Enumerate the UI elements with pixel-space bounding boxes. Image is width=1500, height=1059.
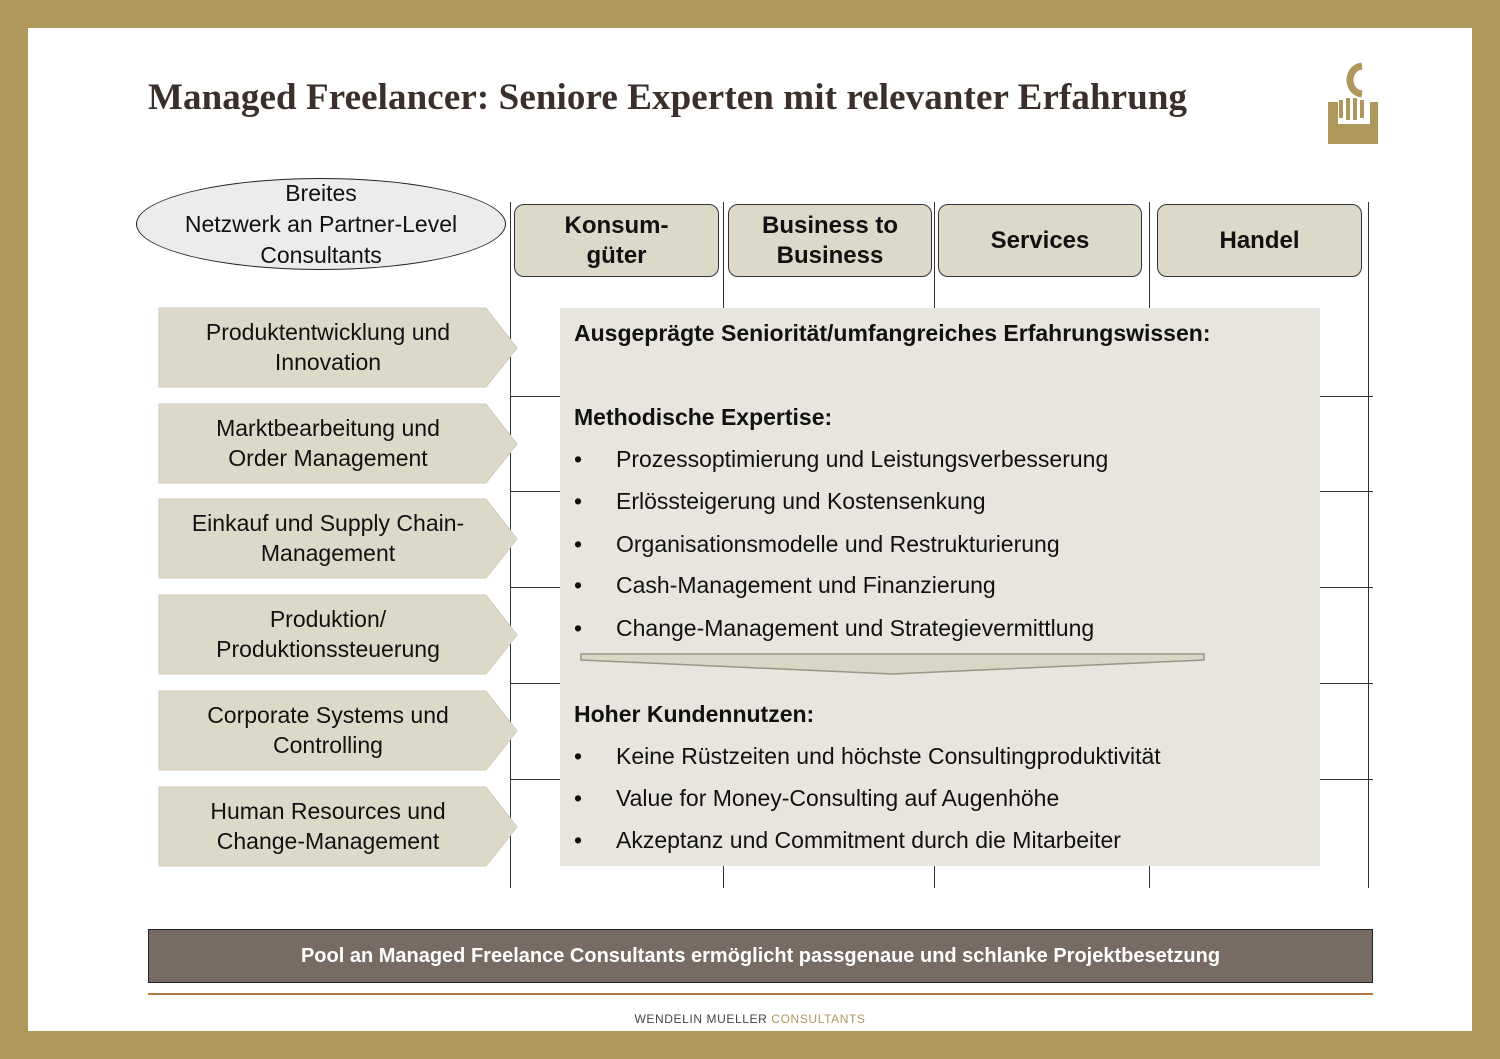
method-item: Prozessoptimierung und Leistungsverbesserung bbox=[616, 446, 1109, 472]
function-arrow bbox=[158, 498, 520, 580]
function-arrow bbox=[158, 307, 520, 389]
function-line: Innovation bbox=[274, 349, 382, 375]
function-label bbox=[158, 786, 498, 866]
page-title: Managed Freelancer: Seniore Experten mit relevanter Erfahrung bbox=[148, 77, 1188, 118]
method-item: Erlössteigerung und Kostensenkung bbox=[616, 488, 986, 514]
bullet-icon: • bbox=[574, 572, 583, 598]
function-line: Order Management bbox=[228, 445, 428, 471]
network-oval bbox=[136, 178, 506, 270]
footer-divider bbox=[148, 993, 1373, 995]
network-line: Consultants bbox=[260, 241, 382, 268]
function-label bbox=[158, 498, 498, 578]
industry-box-handel bbox=[1157, 204, 1362, 277]
benefit-item: Keine Rüstzeiten und höchste Consultingproduktivität bbox=[616, 743, 1161, 769]
benefit-item: Value for Money-Consulting auf Augenhöhe bbox=[616, 785, 1060, 811]
industry-box-services bbox=[938, 204, 1142, 277]
function-line: Marktbearbeitung und bbox=[216, 415, 440, 441]
method-item: Organisationsmodelle und Restrukturierung bbox=[616, 531, 1060, 557]
method-item: Cash-Management und Finanzierung bbox=[616, 572, 996, 598]
methods-heading: Methodische Expertise: bbox=[574, 404, 833, 430]
function-line: Corporate Systems und bbox=[207, 702, 449, 728]
bullet-icon: • bbox=[574, 785, 583, 811]
bullet-icon: • bbox=[574, 827, 583, 853]
industry-line: Business to bbox=[761, 211, 899, 239]
grid-line bbox=[1368, 202, 1369, 888]
function-line: Produktion/ bbox=[269, 606, 387, 632]
network-line: Breites bbox=[285, 179, 357, 206]
industry-line: Konsum- bbox=[564, 211, 669, 239]
industry-box-b2b bbox=[728, 204, 932, 277]
summary-text: Pool an Managed Freelance Consultants ermöglicht passgenaue und schlanke Projektbesetzung bbox=[300, 944, 1221, 967]
function-arrow bbox=[158, 594, 520, 676]
industry-box-konsumgueter bbox=[514, 204, 719, 277]
bullet-icon: • bbox=[574, 446, 583, 472]
industry-line: Handel bbox=[1219, 226, 1300, 254]
industry-line: Services bbox=[990, 226, 1090, 254]
function-label bbox=[158, 403, 498, 483]
benefit-item: Akzeptanz und Commitment durch die Mitarbeiter bbox=[616, 827, 1121, 853]
function-line: Human Resources und bbox=[210, 798, 446, 824]
function-line: Einkauf und Supply Chain- bbox=[191, 510, 465, 536]
function-line: Produktentwicklung und bbox=[205, 319, 451, 345]
bullet-icon: • bbox=[574, 531, 583, 557]
chevron-down-icon bbox=[580, 652, 1208, 678]
function-label bbox=[158, 307, 498, 387]
footer-brand-name: WENDELIN MUELLER bbox=[634, 1012, 768, 1026]
function-line: Change-Management bbox=[216, 828, 440, 854]
function-arrow bbox=[158, 786, 520, 868]
footer-brand-suffix: CONSULTANTS bbox=[771, 1012, 866, 1026]
function-line: Controlling bbox=[273, 732, 383, 758]
company-logo-icon bbox=[1324, 58, 1384, 148]
benefits-heading: Hoher Kundennutzen: bbox=[574, 701, 815, 727]
footer-brand bbox=[0, 1012, 1500, 1026]
network-line: Netzwerk an Partner-Level bbox=[184, 210, 458, 237]
summary-bar bbox=[148, 929, 1373, 983]
function-arrow bbox=[158, 403, 520, 485]
bullet-icon: • bbox=[574, 743, 583, 769]
bullet-icon: • bbox=[574, 615, 583, 641]
function-line: Produktionssteuerung bbox=[216, 636, 440, 662]
function-arrow bbox=[158, 690, 520, 772]
function-label bbox=[158, 690, 498, 770]
function-line: Management bbox=[260, 540, 396, 566]
bullet-icon: • bbox=[574, 488, 583, 514]
method-item: Change-Management und Strategievermittlung bbox=[616, 615, 1095, 641]
function-label bbox=[158, 594, 498, 674]
content-heading: Ausgeprägte Seniorität/umfangreiches Erfahrungswissen: bbox=[574, 320, 1211, 346]
content-panel bbox=[560, 308, 1320, 866]
industry-line: güter bbox=[586, 241, 647, 269]
industry-line: Business bbox=[776, 241, 884, 269]
